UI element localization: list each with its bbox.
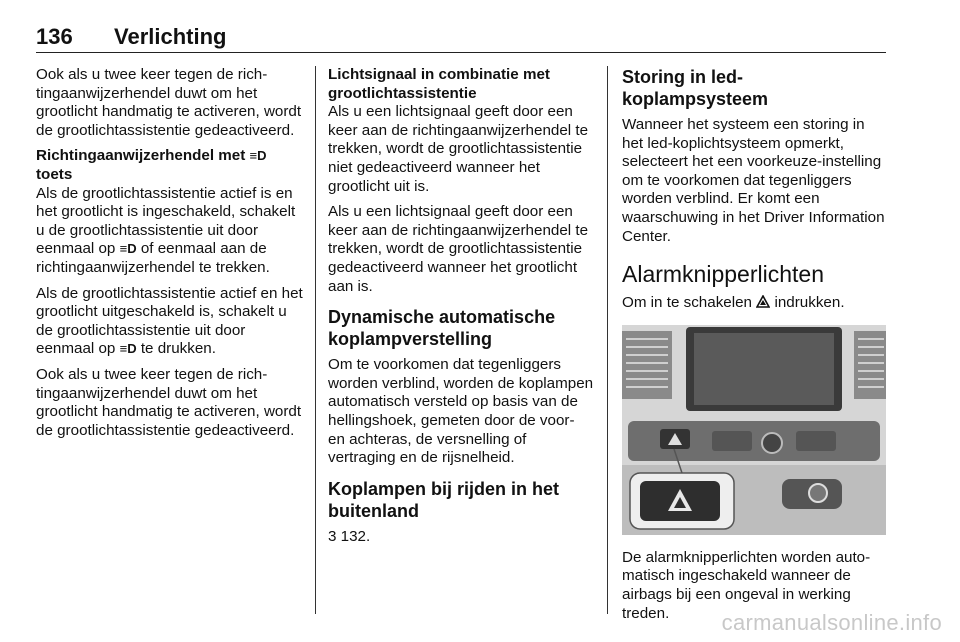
section-heading-led-fault: Storing in led-koplampsysteem: [622, 67, 769, 109]
section-heading-abroad: Koplampen bij rijden in het buitenland: [328, 478, 560, 521]
high-beam-icon: ≡D: [249, 148, 267, 164]
column-divider-1: [315, 66, 316, 614]
page-number: 136: [36, 24, 73, 49]
column-3: [622, 66, 888, 630]
column-2: [328, 66, 594, 553]
section-heading-headlight-leveling: Dynamische automatische koplampverstelling: [328, 307, 556, 350]
paragraph: De alarmknipperlichten worden automatisch ingeschakeld wanneer de airbags bij een ongeval in werking treden.: [622, 548, 871, 622]
paragraph: Om te voorkomen dat tegenliggers worden verblind, worden de koplampen automatisch versteld op basis van de hellingshoek, gemeten door de voor- en achteras, de versnelling of vertraging en de rijsnelheid.: [328, 356, 594, 467]
watermark: carmanualsonline.info: [721, 610, 942, 635]
page-header: [36, 22, 886, 53]
high-beam-icon: ≡D: [119, 241, 137, 257]
high-beam-icon: ≡D: [119, 341, 137, 357]
page-reference: 3 132.: [328, 527, 371, 545]
paragraph: Ook als u twee keer tegen de richtingaanwijzerhendel duwt om het grootlicht handmatig te activeren, wordt de grootlichtassistentie gedeactiveerd.: [36, 365, 302, 439]
paragraph: Om in te schakelen indrukken.: [622, 294, 845, 312]
paragraph: Als u een lichtsignaal geeft door een keer aan de richtingaanwijzerhendel te trekken, wordt de grootlichtassistentie niet gedeactiveerd wanneer het grootlicht uit is.: [328, 103, 589, 195]
hazard-button-photo: [622, 325, 886, 535]
column-divider-2: [607, 66, 608, 614]
subheading-flash: Lichtsignaal in combinatie met grootlichtassistentie: [328, 66, 550, 102]
paragraph: Als de grootlichtassistentie actief is en het grootlicht is ingeschakeld, schakelt u de grootlichtassistentie uit door eenmaal op ≡D of eenmaal aan de richtingaanwijzerhendel te trekken.: [36, 184, 296, 276]
column-1: [36, 66, 304, 447]
paragraph: Wanneer het systeem een storing in het led-koplichtsysteem opmerkt, selecteert het een voorkeuze-instelling om te voorkomen dat tegenliggers worden verblind. Er komt een waarschuwing in het Driver Information Center.: [622, 116, 885, 245]
paragraph: Als de grootlichtassistentie actief en het grootlicht uitgeschakeld is, schakelt u de grootlichtassistentie uit door eenmaal op ≡D te drukken.: [36, 284, 303, 358]
section-heading-hazard: Alarmknipperlichten: [622, 261, 824, 288]
chapter-title: Verlichting: [114, 24, 227, 49]
paragraph: Ook als u twee keer tegen de richtingaanwijzerhendel duwt om het grootlicht handmatig te activeren, wordt de grootlichtassistentie gedeactiveerd.: [36, 66, 302, 139]
hazard-warning-icon: [756, 294, 774, 311]
paragraph: Als u een lichtsignaal geeft door een keer aan de richtingaanwijzerhendel te trekken, wordt de grootlichtassistentie gedeactiveerd wanneer het grootlicht aan is.: [328, 203, 589, 295]
subheading-high-beam-button: Richtingaanwijzerhendel met ≡D toets: [36, 147, 267, 183]
